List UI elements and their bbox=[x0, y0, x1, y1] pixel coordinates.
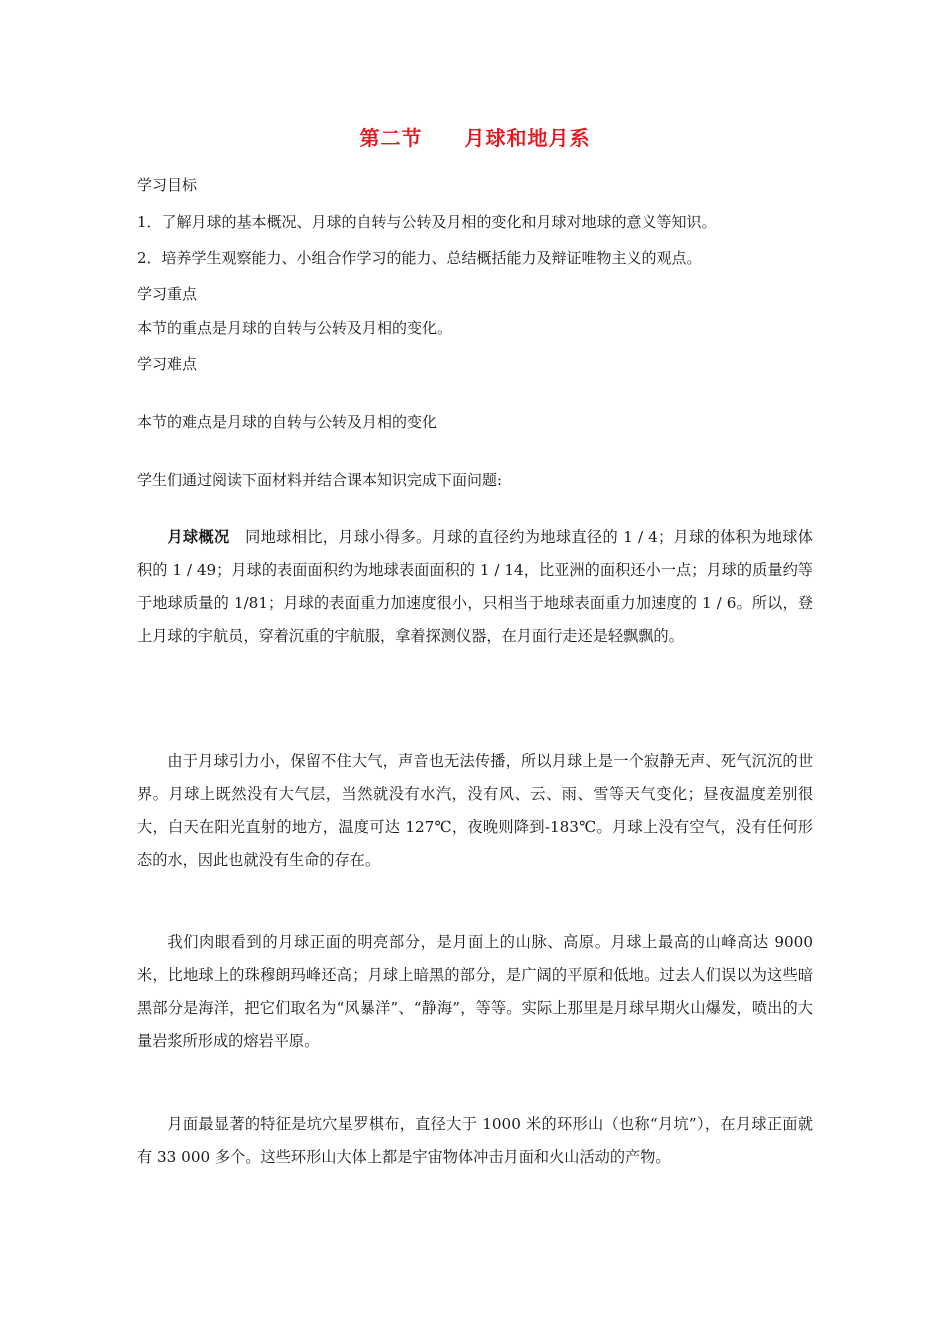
goals-heading: 学习目标 bbox=[137, 176, 198, 194]
difficulty-heading: 学习难点 bbox=[137, 355, 198, 373]
page-title: 第二节 月球和地月系 bbox=[359, 126, 591, 150]
paragraph-overview bbox=[137, 521, 813, 653]
key-text: 本节的重点是月球的自转与公转及月相的变化。 bbox=[137, 319, 453, 337]
reading-instruction: 学生们通过阅读下面材料并结合课本知识完成下面问题: bbox=[137, 471, 503, 489]
key-heading: 学习重点 bbox=[137, 285, 198, 303]
overview-label: 月球概况 bbox=[167, 528, 230, 546]
overview-text: 同地球相比，月球小得多。月球的直径约为地球直径的 1 / 4；月球的体积为地球体积的 1 / 49；月球的表面面积约为地球表面面积的 1 / 14，比亚洲的面积还小一点；月球的质量约等于地球质量的 1/81；月球的表面重力加速度很小，只相当于地球表面重力加速度的 1 / 6。所以，登上月球的宇航员，穿着沉重的宇航服，拿着探测仪器，在月面行走还是轻飘飘的。 bbox=[137, 528, 813, 645]
goal-item-1: 1．了解月球的基本概况、月球的自转与公转及月相的变化和月球对地球的意义等知识。 bbox=[137, 213, 717, 231]
paragraph-craters: 月面最显著的特征是坑穴星罗棋布，直径大于 1000 米的环形山（也称“月坑”），在月球正面就有 33 000 多个。这些环形山大体上都是宇宙物体冲击月面和火山活动的产物。 bbox=[137, 1115, 813, 1166]
paragraph-surface: 我们肉眼看到的月球正面的明亮部分，是月面上的山脉、高原。月球上最高的山峰高达 9000 米，比地球上的珠穆朗玛峰还高；月球上暗黑的部分，是广阔的平原和低地。过去人们误以为这些暗黑部分是海洋，把它们取名为“风暴洋”、“静海”，等等。实际上那里是月球早期火山爆发，喷出的大量岩浆所形成的熔岩平原。 bbox=[137, 933, 813, 1050]
paragraph-environment: 由于月球引力小，保留不住大气，声音也无法传播，所以月球上是一个寂静无声、死气沉沉的世界。月球上既然没有大气层，当然就没有水汽，没有风、云、雨、雪等天气变化；昼夜温度差别很大，白天在阳光直射的地方，温度可达 127℃，夜晚则降到-183℃。月球上没有空气，没有任何形态的水，因此也就没有生命的存在。 bbox=[137, 752, 813, 869]
difficulty-text: 本节的难点是月球的自转与公转及月相的变化 bbox=[137, 413, 438, 431]
goal-item-2: 2．培养学生观察能力、小组合作学习的能力、总结概括能力及辩证唯物主义的观点。 bbox=[137, 249, 702, 267]
